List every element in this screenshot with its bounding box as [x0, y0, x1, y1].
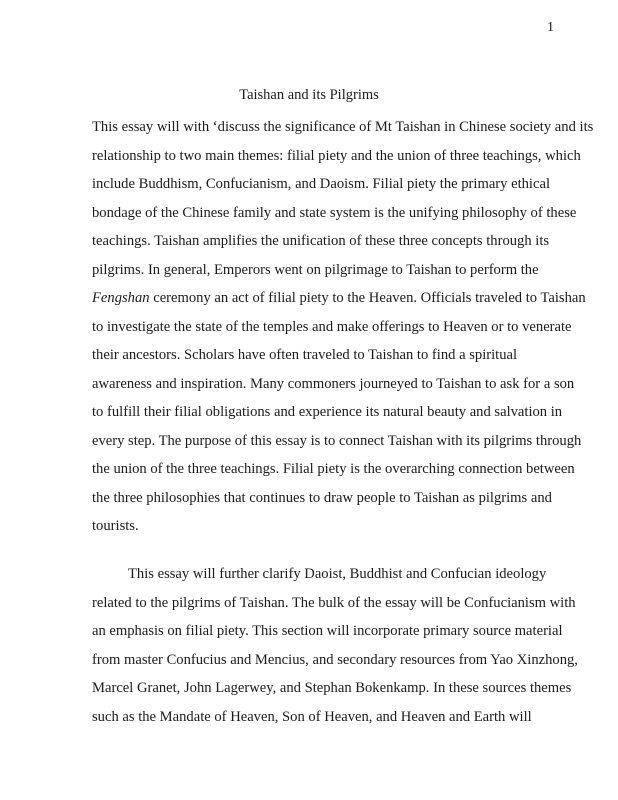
- text-line: every step. The purpose of this essay is to connect Taishan with its pilgrims through: [92, 432, 582, 449]
- document-title: Taishan and its Pilgrims: [239, 87, 379, 103]
- text-line: the three philosophies that continues to draw people to Taishan as pilgrims and: [92, 489, 552, 506]
- text-line: This essay will further clarify Daoist, Buddhist and Confucian ideology: [128, 566, 547, 582]
- text-line: from master Confucius and Mencius, and secondary resources from Yao Xinzhong,: [92, 651, 578, 668]
- text-line: their ancestors. Scholars have often traveled to Taishan to find a spiritual: [92, 347, 518, 363]
- text-line: related to the pilgrims of Taishan. The bulk of the essay will be Confucianism with: [92, 594, 576, 611]
- text-line: an emphasis on filial piety. This section will incorporate primary source material: [92, 623, 563, 639]
- text-line: include Buddhism, Confucianism, and Daoism. Filial piety the primary ethical: [92, 176, 551, 192]
- text-line: [92, 284, 612, 313]
- text-line: This essay will with ‘discuss the significance of Mt Taishan in Chinese society and its: [92, 119, 594, 135]
- italic-term: Fengshan: [92, 290, 150, 306]
- text-line: teachings. Taishan amplifies the unification of these three concepts through its: [92, 233, 550, 249]
- text-line: tourists.: [92, 518, 139, 534]
- text-line: to investigate the state of the temples and make offerings to Heaven or to venerate: [92, 318, 572, 335]
- text-line: such as the Mandate of Heaven, Son of Heaven, and Heaven and Earth will: [92, 708, 532, 725]
- text-line: bondage of the Chinese family and state system is the unifying philosophy of these: [92, 204, 577, 221]
- page-number: 1: [547, 20, 554, 35]
- text-line: the union of the three teachings. Filial piety is the overarching connection between: [92, 461, 575, 477]
- text-line: Marcel Granet, John Lagerwey, and Stephan Bokenkamp. In these sources themes: [92, 680, 572, 696]
- paragraph-1: [92, 113, 612, 541]
- paragraph-2: [92, 560, 612, 731]
- text-line: pilgrims. In general, Emperors went on pilgrimage to Taishan to perform the: [92, 261, 539, 278]
- text-line: relationship to two main themes: filial piety and the union of three teachings, which: [92, 147, 581, 164]
- text-line-rest: ceremony an act of filial piety to the Heaven. Officials traveled to Taishan: [153, 290, 586, 306]
- text-line: to fulfill their filial obligations and experience its natural beauty and salvation in: [92, 404, 563, 420]
- text-line: awareness and inspiration. Many commoners journeyed to Taishan to ask for a son: [92, 375, 575, 392]
